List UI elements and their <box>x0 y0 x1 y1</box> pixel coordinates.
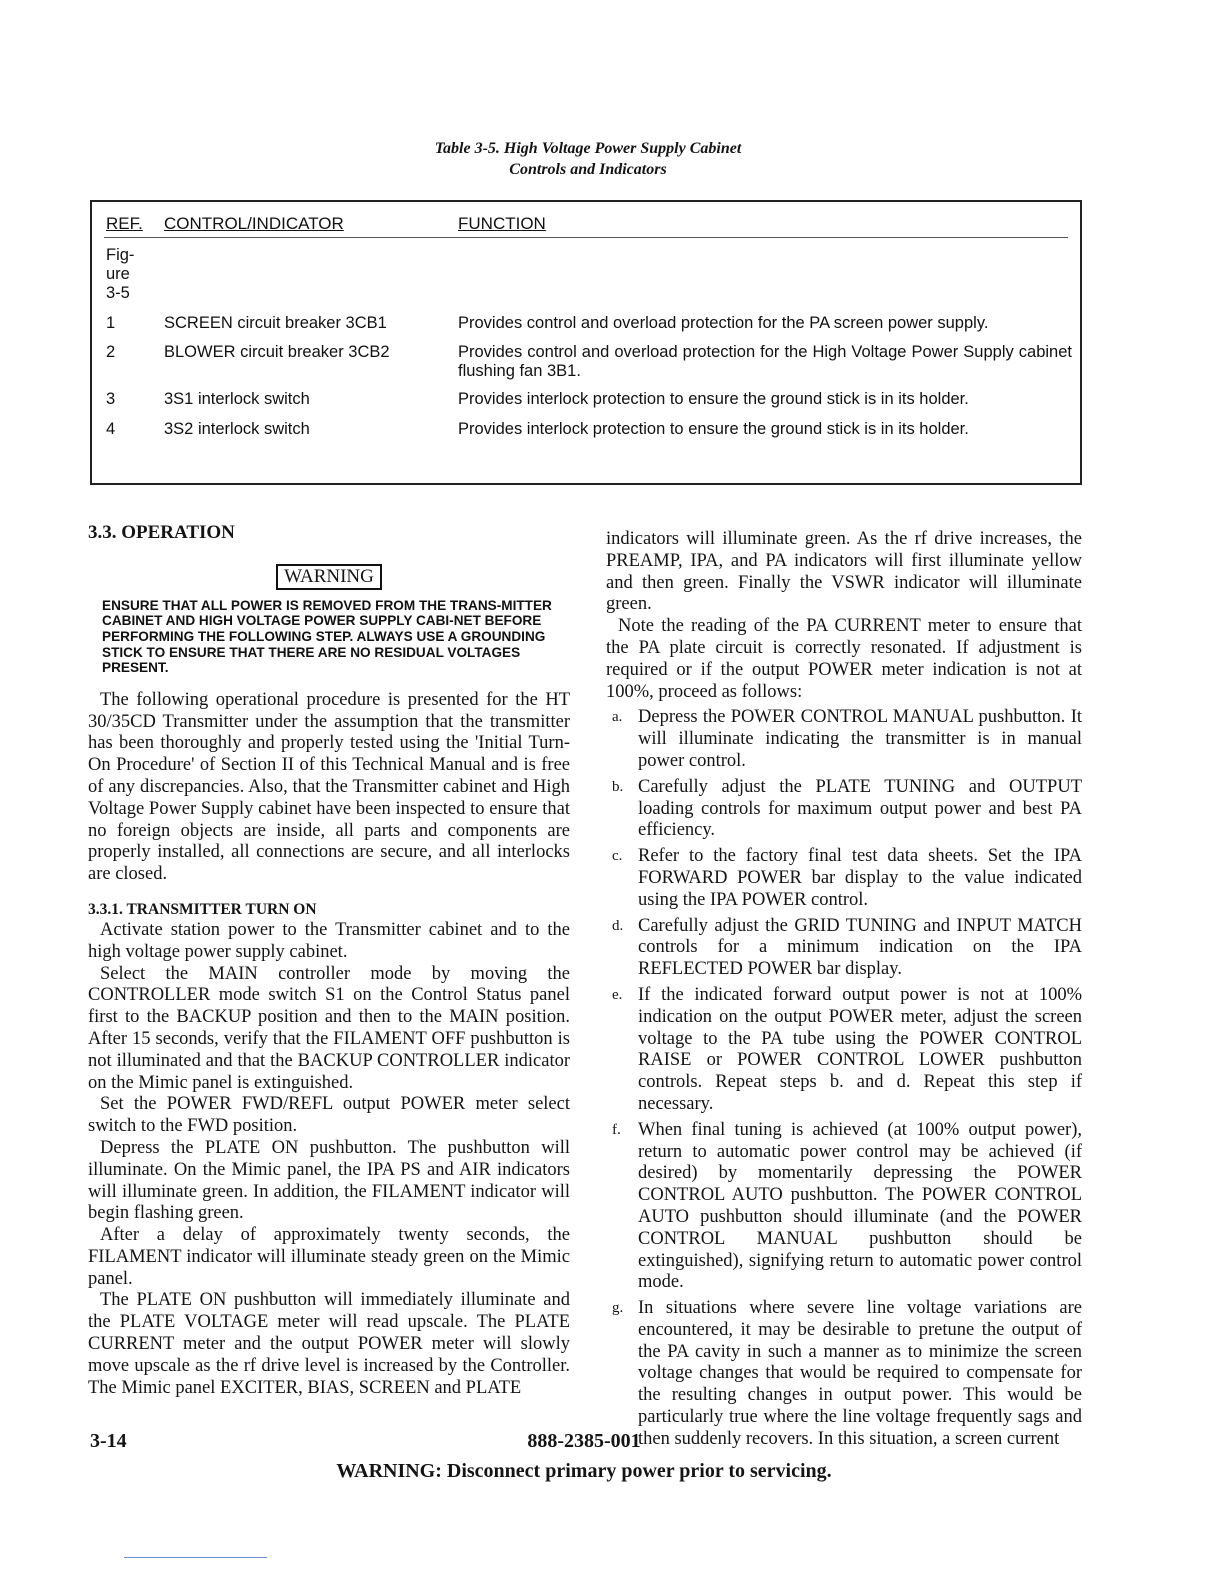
procedure-step <box>606 985 1082 1116</box>
warning-label: WARNING <box>276 564 382 590</box>
right-column <box>606 529 1082 1455</box>
row-function: Provides control and overload protection for the PA screen power supply. <box>458 314 989 332</box>
step-text: In situations where severe line voltage variations are encountered, it may be desirable to pretune the output of the PA cavity in such a manner as to minimize the screen voltage changes that would be required to compensate for the resulting changes in output power. This would be particularly true where the line voltage frequently sags and then suddenly recovers. In this situation, a screen current <box>638 1298 1082 1449</box>
paragraph: Select the MAIN controller mode by moving the CONTROLLER mode switch S1 on the Control Status panel first to the BACKUP position and then to the MAIN position. After 15 seconds, verify that the FILAMENT OFF pushbutton is not illuminated and that the BACKUP CONTROLLER indicator on the Mimic panel is extinguished. <box>88 963 570 1093</box>
step-text: Refer to the factory final test data sheets. Set the IPA FORWARD POWER bar display to the value indicated using the IPA POWER control. <box>638 846 1082 910</box>
row-function: Provides control and overload protection for the High Voltage Power Supply cabinet flushing fan 3B1. <box>458 343 1072 380</box>
controls-table <box>90 200 1082 485</box>
row-ref: 2 <box>106 343 116 361</box>
row-ref: 3 <box>106 390 116 408</box>
procedure-step <box>606 846 1082 911</box>
procedure-step <box>606 1120 1082 1294</box>
figure-ref-line: Fig- <box>106 246 135 264</box>
footer-warning: WARNING: Disconnect primary power prior to servicing. <box>336 1460 832 1482</box>
row-ref: 1 <box>106 314 116 332</box>
step-text: Carefully adjust the PLATE TUNING and OUTPUT loading controls for maximum output power and best PA efficiency. <box>638 776 1082 841</box>
row-function: Provides interlock protection to ensure the ground stick is in its holder. <box>458 390 969 408</box>
paragraph: The PLATE ON pushbutton will immediately illuminate and the PLATE VOLTAGE meter will read upscale. The PLATE CURRENT meter and the output POWER meter will slowly move upscale as the rf drive level is increased by the Controller. The Mimic panel EXCITER, BIAS, SCREEN and PLATE <box>88 1290 570 1398</box>
step-letter: b. <box>612 778 624 795</box>
step-text: If the indicated forward output power is not at 100% indication on the output POWER meter, adjust the screen voltage to the PA tube using the POWER CONTROL RAISE or POWER CONTROL LOWER pushbutton controls. Repeat steps b. and d. Repeat this step if necessary. <box>638 984 1082 1114</box>
step-letter: c. <box>612 848 623 865</box>
continuation-paragraph: indicators will illuminate green. As the rf drive increases, the PREAMP, IPA, and PA indicators will first illuminate yellow and then green. Finally the VSWR indicator will illuminate green. <box>606 529 1082 615</box>
paragraph: Activate station power to the Transmitter cabinet and to the high voltage power supply cabinet. <box>88 919 570 962</box>
paragraph: After a delay of approximately twenty seconds, the FILAMENT indicator will illuminate steady green on the Mimic panel. <box>88 1225 570 1289</box>
step-letter: f. <box>612 1121 621 1138</box>
procedure-step <box>606 1298 1082 1451</box>
row-control: SCREEN circuit breaker 3CB1 <box>164 314 387 332</box>
step-letter: e. <box>612 986 623 1003</box>
header-divider <box>104 237 1068 238</box>
step-text: Depress the POWER CONTROL MANUAL pushbutton. It will illuminate indicating the transmitter is in manual power control. <box>638 707 1082 771</box>
figure-ref <box>106 246 146 303</box>
procedure-step <box>606 777 1082 842</box>
row-ref: 4 <box>106 420 116 438</box>
figure-ref-line: 3-5 <box>106 284 130 302</box>
document-number: 888-2385-001 <box>527 1430 641 1452</box>
table-caption <box>0 138 1176 180</box>
table-caption-line-2: Controls and Indicators <box>509 161 667 178</box>
decorative-rule <box>124 1557 267 1558</box>
subsection-heading: 3.3.1. TRANSMITTER TURN ON <box>88 900 317 918</box>
procedure-step <box>606 916 1082 981</box>
section-heading: 3.3. OPERATION <box>88 522 235 543</box>
header-control: CONTROL/INDICATOR <box>164 214 344 233</box>
step-text: When final tuning is achieved (at 100% output power), return to automatic power control may be achieved (if desired) by momentarily depressing the POWER CONTROL AUTO pushbutton. The POWER CONTROL AUTO pushbutton should illuminate (and the POWER CONTROL MANUAL pushbutton should be extinguished), signifying return to automatic power control mode. <box>638 1119 1082 1293</box>
page-number: 3-14 <box>90 1430 127 1452</box>
paragraph: Set the POWER FWD/REFL output POWER meter select switch to the FWD position. <box>88 1094 570 1137</box>
paragraph: Depress the PLATE ON pushbutton. The pushbutton will illuminate. On the Mimic panel, the IPA PS and AIR indicators will illuminate green. In addition, the FILAMENT indicator will begin flashing green. <box>88 1137 570 1224</box>
header-ref: REF. <box>106 214 143 233</box>
row-function: Provides interlock protection to ensure the ground stick is in its holder. <box>458 420 969 438</box>
step-letter: a. <box>612 709 623 726</box>
left-column <box>88 522 570 1399</box>
row-control: 3S1 interlock switch <box>164 390 310 408</box>
row-control: 3S2 interlock switch <box>164 420 310 438</box>
header-function: FUNCTION <box>458 214 546 233</box>
intro-paragraph: The following operational procedure is presented for the HT 30/35CD Transmitter under the assumption that the transmitter has been thoroughly and properly tested using the 'Initial Turn-On Procedure' of Section II of this Technical Manual and is free of any discrepancies. Also, that the Transmitter cabinet and High Voltage Power Supply cabinet have been inspected to ensure that no foreign objects are inside, all parts and components are properly installed, all connections are secure, and all interlocks are closed. <box>88 689 570 885</box>
row-control: BLOWER circuit breaker 3CB2 <box>164 343 390 361</box>
procedure-step <box>606 707 1082 772</box>
table-caption-line-1: Table 3-5. High Voltage Power Supply Cabinet <box>434 140 742 157</box>
note-paragraph: Note the reading of the PA CURRENT meter to ensure that the PA plate circuit is correctly resonated. If adjustment is required or if the output POWER meter indication is not at 100%, proceed as follows: <box>606 616 1082 702</box>
step-letter: g. <box>612 1300 624 1317</box>
step-text: Carefully adjust the GRID TUNING and INPUT MATCH controls for a minimum indication on the IPA REFLECTED POWER bar display. <box>638 915 1082 980</box>
step-letter: d. <box>612 917 624 934</box>
figure-ref-line: ure <box>106 265 130 283</box>
warning-text: ENSURE THAT ALL POWER IS REMOVED FROM THE TRANS-MITTER CABINET AND HIGH VOLTAGE POWER SUPPLY CABI-NET BEFORE PERFORMING THE FOLLOWING STEP. ALWAYS USE A GROUNDING STICK TO ENSURE THAT THERE ARE NO RESIDUAL VOLTAGES PRESENT. <box>102 597 552 676</box>
